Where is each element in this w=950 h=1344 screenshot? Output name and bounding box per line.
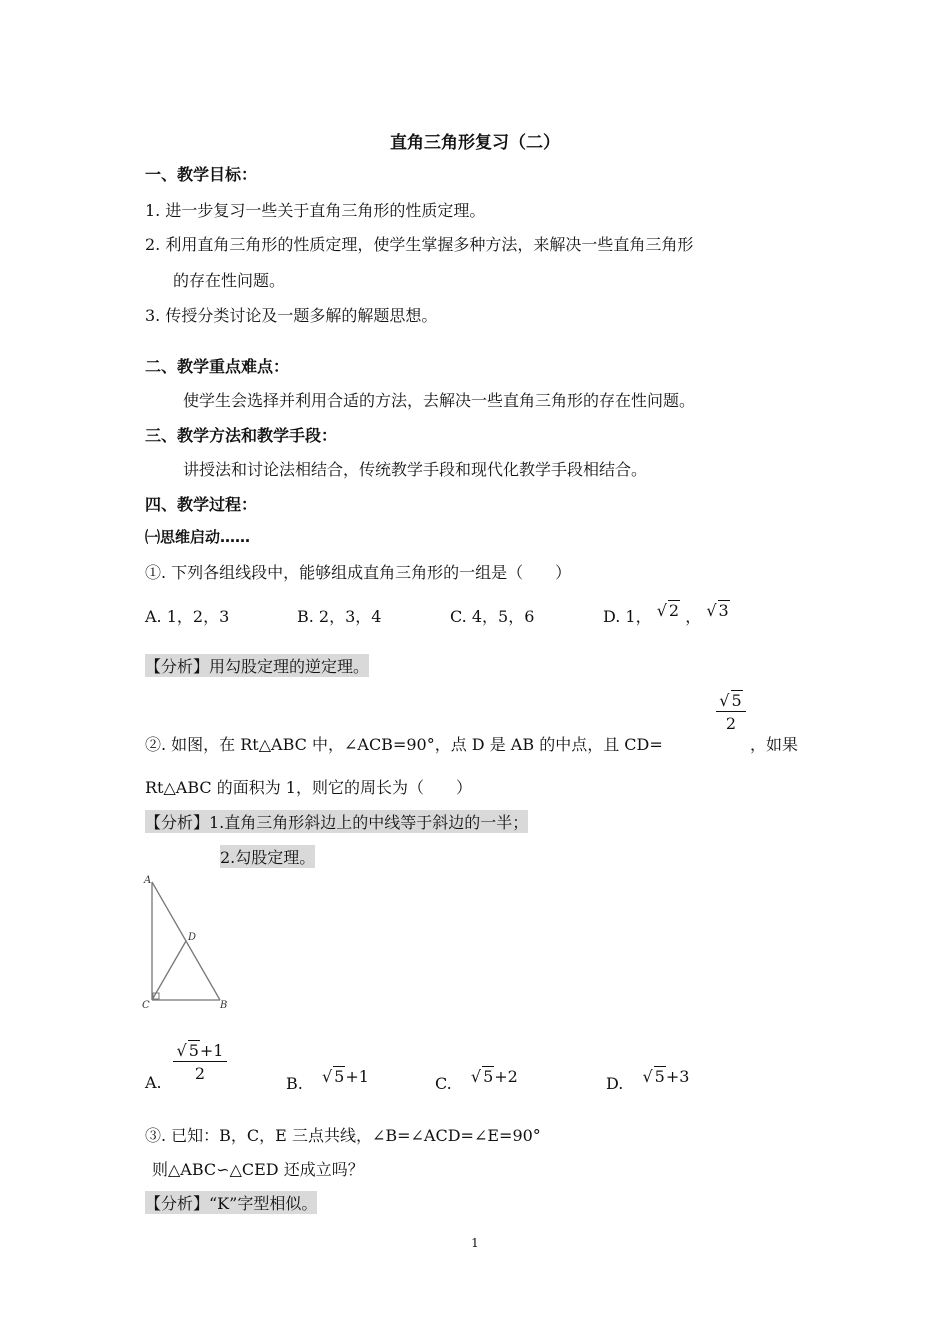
option-d-prefix: D. 1， [603,607,652,626]
objective-2-cont: 的存在性问题。 [173,271,286,290]
question-2-option-a-fraction: √ 5+1 2 [173,1040,227,1083]
label-c: C [142,1000,150,1011]
median-cd [152,941,186,1000]
section-2-heading: 二、教学重点难点： [145,357,290,376]
label-a: A [144,875,152,886]
question-2-stem: ②. 如图，在 Rt△ABC 中，∠ACB=90°，点 D 是 AB 的中点，且 CD= [145,735,663,754]
option-d-separator: ， [685,607,702,626]
objective-3: 3. 传授分类讨论及一题多解的解题思想。 [145,306,438,325]
section-3-body: 讲授法和讨论法相结合，传统教学手段和现代化教学手段相结合。 [183,460,648,479]
question-1-stem: ①. 下列各组线段中，能够组成直角三角形的一组是（ ） [145,563,572,582]
section-1-heading: 一、教学目标： [145,165,258,184]
question-2-option-b: B. √ 5+1 [286,1067,369,1093]
label-b: B [220,1000,228,1011]
question-2-option-a-prefix: A. [145,1073,162,1092]
question-1-option-c: C. 4，5，6 [450,607,535,626]
question-2-option-c: C. √ 5+2 [435,1067,518,1093]
cd-fraction: √ 5 2 [716,690,746,733]
question-3-analysis: 【分析】“K”字型相似。 [145,1191,317,1214]
triangle-diagram [140,872,240,1017]
objective-1: 1. 进一步复习一些关于直角三角形的性质定理。 [145,201,486,220]
section-4-subheading: ㈠思维启动…… [145,528,251,546]
label-d: D [188,932,197,943]
section-3-heading: 三、教学方法和教学手段： [145,426,338,445]
question-2-analysis-1: 【分析】1.直角三角形斜边上的中线等于斜边的一半； [145,810,528,833]
objective-2: 2. 利用直角三角形的性质定理，使学生掌握多种方法，来解决一些直角三角形 [145,235,694,254]
sqrt-3: √ 3 [706,601,729,620]
question-1-option-d [603,598,730,626]
section-2-body: 使学生会选择并利用合适的方法，去解决一些直角三角形的存在性问题。 [183,391,696,410]
question-1-option-b: B. 2，3，4 [297,607,382,626]
question-2-stem-end: ，如果 [750,735,799,754]
section-4-heading: 四、教学过程： [145,495,258,514]
sqrt-2: √ 2 [656,601,680,620]
question-2-analysis-2: 2.勾股定理。 [220,845,315,868]
question-2-stem-2: Rt△ABC 的面积为 1，则它的周长为（ ） [145,778,472,797]
question-2-option-d: D. √ 5+3 [606,1067,690,1093]
question-3-stem: ③. 已知：B，C，E 三点共线，∠B=∠ACD=∠E=90° [145,1126,541,1145]
question-1-analysis: 【分析】用勾股定理的逆定理。 [145,654,369,677]
question-3-question: 则△ABC∽△CED 还成立吗？ [152,1160,364,1179]
page-number: 1 [471,1236,479,1250]
question-1-option-a: A. 1，2，3 [145,607,230,626]
page-title: 直角三角形复习（二） [390,133,560,153]
